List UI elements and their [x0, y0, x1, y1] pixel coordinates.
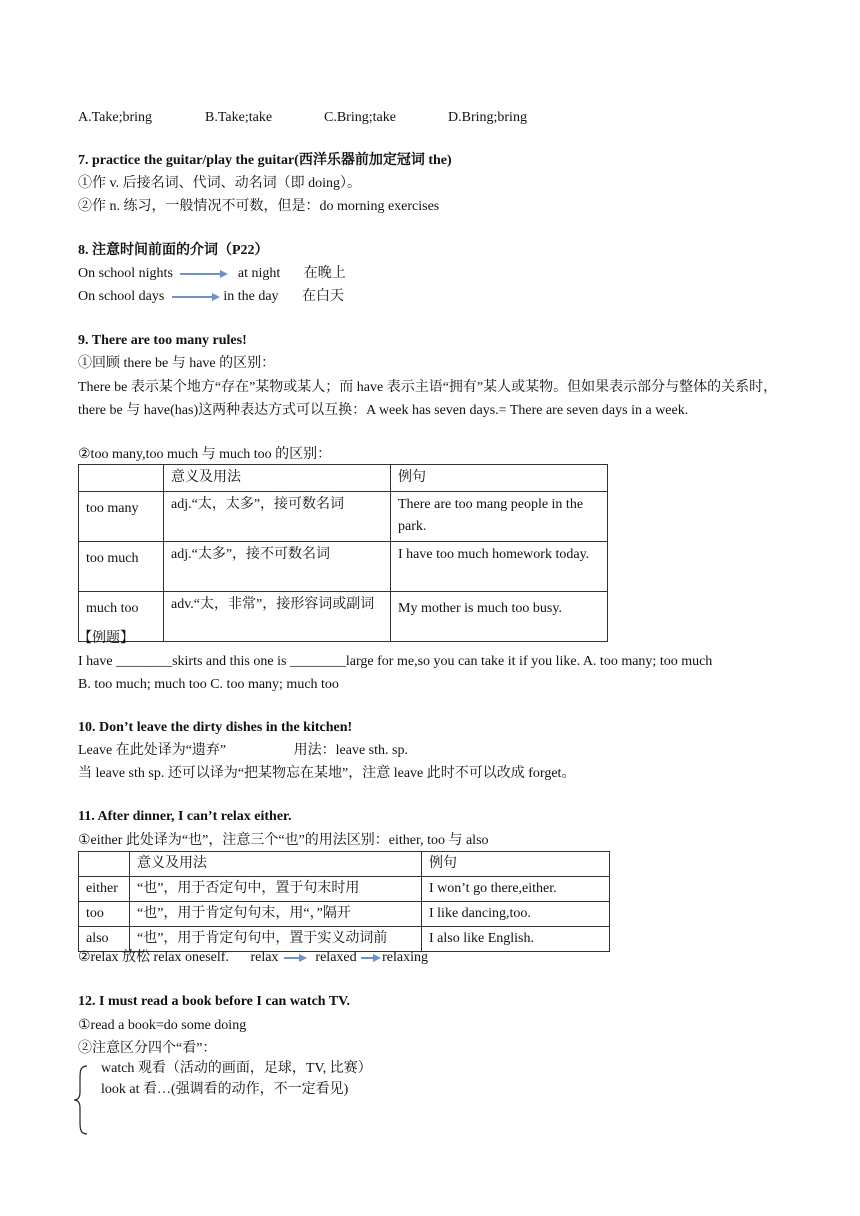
- table-cell: much too: [79, 592, 164, 642]
- relax-meaning: ②relax 放松 relax oneself.: [78, 950, 229, 965]
- right-arrow-icon: [282, 953, 308, 963]
- right-arrow-icon: [360, 953, 382, 963]
- table-cell: “也”，用于否定句中，置于句末时用: [130, 877, 422, 902]
- section-9-paragraph: There be 表示某个地方“存在”某物或某人；而 have 表示主语“拥有”某人或某物。但如果表示部分与整体的关系时，there be 与 have(has)这两种表达方式可以互换：A week has seven days.= There are seven days in a week.: [78, 380, 778, 418]
- table-cell: adj.“太，太多”，接可数名词: [164, 492, 391, 542]
- table-cell: There are too mang people in the park.: [391, 492, 608, 542]
- table-cell: My mother is much too busy.: [391, 592, 608, 642]
- table-cell: too many: [79, 492, 164, 542]
- leave-usage: 用法：leave sth. sp.: [293, 743, 408, 758]
- table-header-cell: 意义及用法: [130, 852, 422, 877]
- table-cell: I like dancing,too.: [422, 902, 610, 927]
- table-cell: I have too much homework today.: [391, 542, 608, 592]
- table-row: [79, 492, 608, 542]
- example-question: I have ________skirts and this one is ________large for me,so you can take it if you like. A. too many; too much: [78, 654, 713, 669]
- right-arrow-icon: [168, 292, 220, 302]
- right-arrow-icon: [176, 269, 228, 279]
- relax-forms: [78, 948, 428, 968]
- row-1-right: at night: [237, 266, 281, 281]
- relax-relaxed: relaxed: [315, 950, 357, 965]
- leave-meaning: Leave 在此处译为“遗弃”: [78, 743, 227, 758]
- look-at-definition: look at 看…(强调看的动作，不一定看见): [101, 1082, 349, 1097]
- row-1-left: On school nights: [78, 266, 173, 281]
- section-9-line-1: ①回顾 there be 与 have 的区别：: [78, 356, 276, 371]
- table-row: [79, 902, 610, 927]
- table-row: [79, 592, 608, 642]
- example-options: B. too much; much too C. too many; much too: [78, 677, 339, 692]
- section-7-line-1: ①作 v. 后接名词、代词、动名词（即 doing）。: [78, 176, 361, 191]
- table-cell: “也”，用于肯定句句中，置于实义动词前: [130, 927, 422, 952]
- table-cell: I also like English.: [422, 927, 610, 952]
- table-cell: too much: [79, 542, 164, 592]
- table-header-cell: [79, 852, 130, 877]
- table-header-cell: 意义及用法: [164, 465, 391, 492]
- option-c: C.Bring;take: [324, 110, 396, 125]
- row-1-cn: 在晚上: [303, 266, 346, 281]
- section-7-title: 7. practice the guitar/play the guitar(西洋乐器前加定冠词 the): [78, 153, 452, 168]
- watch-definition: watch 观看（活动的画面，足球，TV, 比赛）: [101, 1061, 372, 1076]
- row-2-right: in the day: [223, 289, 279, 304]
- section-8-title: 8. 注意时间前面的介词（P22）: [78, 243, 269, 258]
- table-cell: either: [79, 877, 130, 902]
- left-brace-icon: [72, 1064, 90, 1136]
- section-10-line-2: 当 leave sth sp. 还可以译为“把某物忘在某地”，注意 leave 此时不可以改成 forget。: [78, 766, 576, 781]
- option-a: A.Take;bring: [78, 110, 153, 125]
- table-header-row: [79, 465, 608, 492]
- table-row: [79, 877, 610, 902]
- option-b: B.Take;take: [205, 110, 273, 125]
- section-12-title: 12. I must read a book before I can watch TV.: [78, 994, 350, 1009]
- table-header-cell: 例句: [422, 852, 610, 877]
- table-header-row: [79, 852, 610, 877]
- section-7-line-2: ②作 n. 练习，一般情况不可数，但是：do morning exercises: [78, 199, 440, 214]
- table-header-cell: [79, 465, 164, 492]
- section-10-line-1: [78, 741, 408, 761]
- section-11-title: 11. After dinner, I can’t relax either.: [78, 809, 292, 824]
- time-prep-row-1: [78, 264, 346, 284]
- table-cell: “也”，用于肯定句句末，用“，”隔开: [130, 902, 422, 927]
- either-too-also-table: [78, 851, 610, 952]
- table-row: [79, 542, 608, 592]
- row-2-left: On school days: [78, 289, 165, 304]
- row-2-cn: 在白天: [302, 289, 345, 304]
- section-12-line-1: ①read a book=do some doing: [78, 1018, 247, 1033]
- table-cell: adv.“太，非常”，接形容词或副词: [164, 592, 391, 642]
- section-9-line-2: ②too many,too much 与 much too 的区别：: [78, 447, 332, 462]
- table-header-cell: 例句: [391, 465, 608, 492]
- example-label: 【例题】: [78, 631, 134, 646]
- too-many-table: [78, 464, 608, 642]
- section-11-line-1: ①either 此处译为“也”，注意三个“也”的用法区别：either, too 与 also: [78, 833, 489, 848]
- relax-base: relax: [250, 950, 279, 965]
- time-prep-row-2: [78, 287, 344, 307]
- section-12-line-2: ②注意区分四个“看”：: [78, 1041, 217, 1056]
- section-9-title: 9. There are too many rules!: [78, 333, 247, 348]
- relax-relaxing: relaxing: [382, 950, 428, 965]
- table-cell: also: [79, 927, 130, 952]
- table-cell: too: [79, 902, 130, 927]
- option-d: D.Bring;bring: [448, 110, 527, 125]
- section-10-title: 10. Don’t leave the dirty dishes in the kitchen!: [78, 720, 353, 735]
- table-cell: adj.“太多”，接不可数名词: [164, 542, 391, 592]
- table-cell: I won’t go there,either.: [422, 877, 610, 902]
